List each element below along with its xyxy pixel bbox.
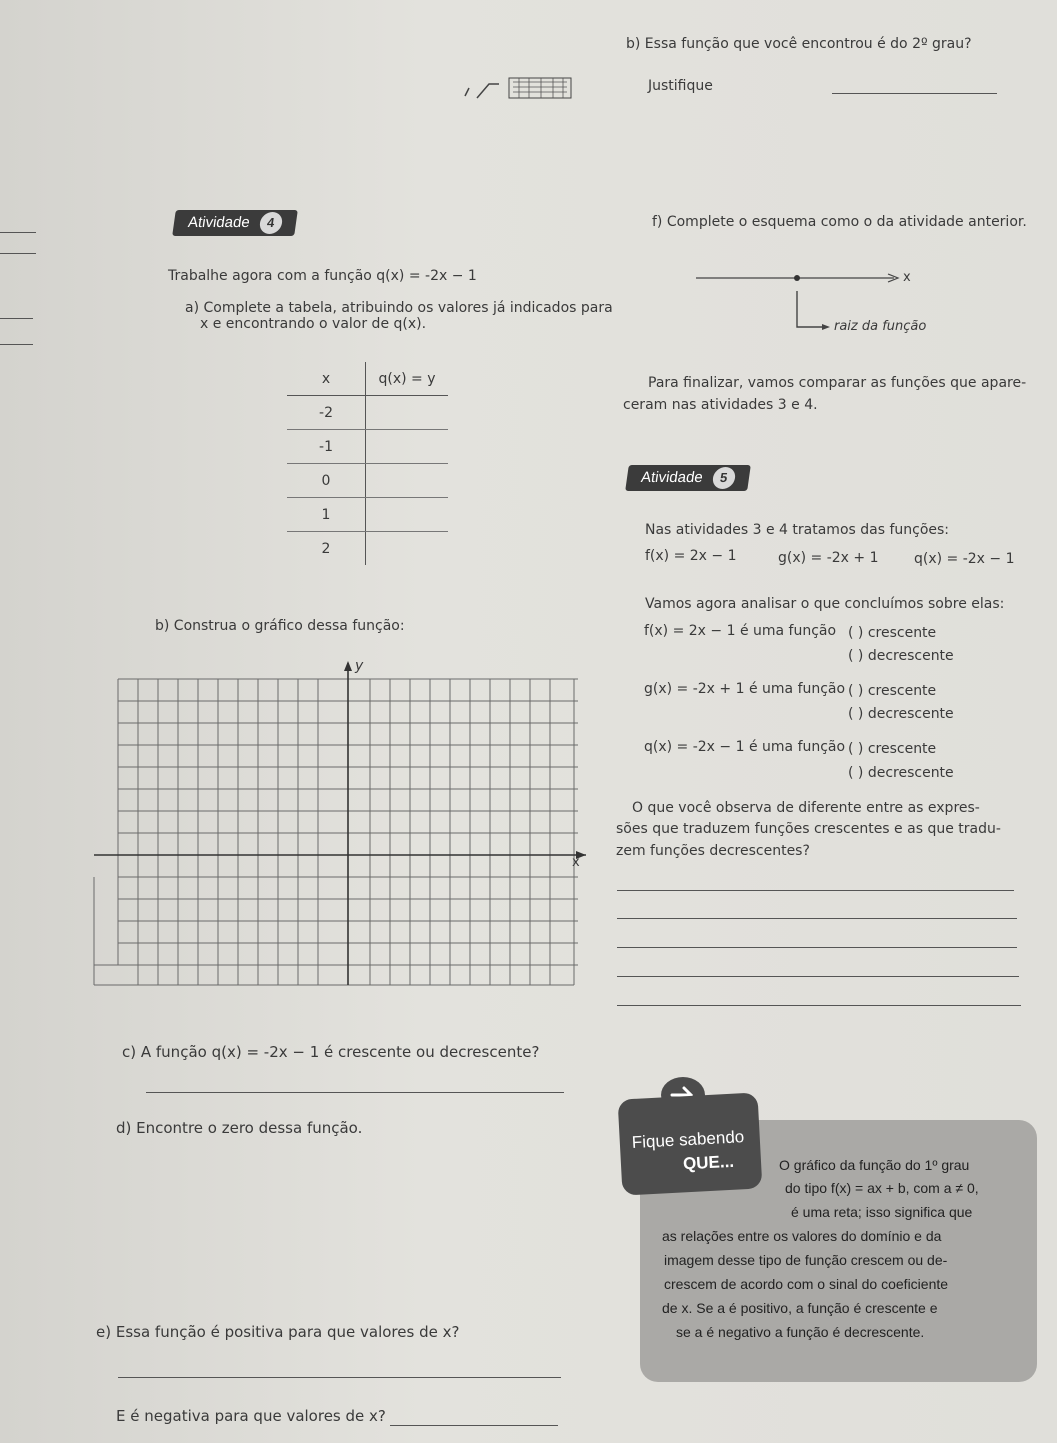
compare-line1: Para finalizar, vamos comparar as funções que apare-: [648, 375, 1027, 391]
table-cell-y[interactable]: [366, 396, 449, 430]
table-header-row: [287, 362, 448, 396]
table-cell-x: -1: [287, 430, 366, 464]
table-cell-x: 2: [287, 532, 366, 566]
fique-line: se a é negativo a função é decrescente.: [676, 1324, 925, 1340]
graph-x-label: x: [572, 855, 580, 870]
values-table: [287, 362, 448, 565]
activity-4-label: Atividade: [186, 214, 251, 231]
table-cell-y[interactable]: [366, 464, 449, 498]
difference-answer-line[interactable]: [617, 890, 1014, 891]
difference-answer-line[interactable]: [617, 976, 1019, 977]
fique-title-1: Fique sabendo: [631, 1127, 745, 1153]
justify-label: Justifique: [648, 78, 713, 94]
item-a-line2: x e encontrando o valor de q(x).: [200, 316, 427, 332]
q-option-crescente[interactable]: ( ) crescente: [848, 741, 937, 757]
q-option-decrescente[interactable]: ( ) decrescente: [848, 765, 954, 781]
table-row: [287, 532, 448, 566]
margin-mark: [0, 318, 33, 319]
question-2nd-degree: b) Essa função que você encontrou é do 2º grau?: [626, 36, 972, 52]
margin-mark: [0, 232, 36, 233]
f-option-crescente[interactable]: ( ) crescente: [848, 625, 937, 641]
compare-line2: ceram nas atividades 3 e 4.: [623, 397, 818, 413]
table-cell-y[interactable]: [366, 430, 449, 464]
answer-line[interactable]: [832, 93, 997, 94]
activity-5-number: 5: [711, 467, 736, 489]
table-cell-y[interactable]: [366, 498, 449, 532]
f-statement: f(x) = 2x − 1 é uma função: [644, 623, 837, 639]
scribble-mark: [463, 76, 573, 100]
item-e-negative-question: E é negativa para que valores de x?: [116, 1407, 386, 1425]
activity-4-number: 4: [258, 212, 283, 234]
activity-5-badge: [625, 465, 750, 491]
root-label: raiz da função: [834, 319, 927, 334]
fique-line: do tipo f(x) = ax + b, com a ≠ 0,: [785, 1180, 979, 1196]
table-cell-y[interactable]: [366, 532, 449, 566]
item-f-text: f) Complete o esquema como o da atividade anterior.: [652, 214, 1027, 230]
item-c-question: c) A função q(x) = -2x − 1 é crescente ou decrescente?: [122, 1043, 540, 1061]
table-header-y: q(x) = y: [366, 362, 449, 396]
graph-grid[interactable]: [90, 655, 590, 1000]
g-option-decrescente[interactable]: ( ) decrescente: [848, 706, 954, 722]
table-row: [287, 464, 448, 498]
g-statement: g(x) = -2x + 1 é uma função: [644, 681, 846, 697]
function-q: q(x) = -2x − 1: [914, 551, 1015, 567]
table-row: [287, 498, 448, 532]
item-e-negative-answer-line[interactable]: [390, 1425, 558, 1426]
graph-y-label: y: [355, 658, 364, 674]
activity-4-intro: Trabalhe agora com a função q(x) = -2x − 1: [168, 268, 477, 284]
fique-line: crescem de acordo com o sinal do coeficiente: [664, 1276, 949, 1292]
item-d-question: d) Encontre o zero dessa função.: [116, 1119, 363, 1137]
table-row: [287, 430, 448, 464]
table-cell-x: -2: [287, 396, 366, 430]
item-e-question: e) Essa função é positiva para que valores de x?: [96, 1323, 460, 1341]
g-option-crescente[interactable]: ( ) crescente: [848, 683, 937, 699]
activity-4-badge: [172, 210, 297, 236]
activity-5-intro: Nas atividades 3 e 4 tratamos das funções:: [645, 522, 950, 538]
function-g: g(x) = -2x + 1: [778, 550, 879, 566]
fique-line: é uma reta; isso significa que: [791, 1204, 973, 1220]
difference-answer-line[interactable]: [617, 918, 1017, 919]
fique-line: as relações entre os valores do domínio e da: [662, 1228, 942, 1244]
f-option-decrescente[interactable]: ( ) decrescente: [848, 648, 954, 664]
margin-mark: [0, 253, 36, 254]
scheme-axis-label: x: [903, 270, 911, 285]
difference-question-line2: sões que traduzem funções crescentes e as que tradu-: [616, 821, 1001, 837]
fique-line: imagem desse tipo de função crescem ou de-: [664, 1252, 948, 1268]
table-cell-x: 0: [287, 464, 366, 498]
item-b-label: b) Construa o gráfico dessa função:: [155, 618, 405, 634]
function-f: f(x) = 2x − 1: [645, 548, 737, 564]
table-cell-x: 1: [287, 498, 366, 532]
difference-answer-line[interactable]: [617, 1005, 1021, 1006]
item-e-answer-line[interactable]: [118, 1377, 561, 1378]
fique-line: de x. Se a é positivo, a função é crescente e: [662, 1300, 938, 1316]
table-row: [287, 396, 448, 430]
table-header-x: x: [287, 362, 366, 396]
activity-5-label: Atividade: [639, 469, 704, 486]
difference-question-line3: zem funções decrescentes?: [616, 843, 810, 859]
q-statement: q(x) = -2x − 1 é uma função: [644, 739, 846, 755]
analyze-text: Vamos agora analisar o que concluímos sobre elas:: [645, 596, 1005, 612]
difference-question-line1: O que você observa de diferente entre as expres-: [632, 800, 980, 816]
fique-title-2: QUE...: [682, 1151, 735, 1174]
fique-line: O gráfico da função do 1º grau: [779, 1157, 970, 1173]
item-a-line1: a) Complete a tabela, atribuindo os valores já indicados para: [185, 300, 613, 316]
fique-sabendo-tag: [618, 1092, 763, 1195]
item-c-answer-line[interactable]: [146, 1092, 564, 1093]
margin-mark: [0, 344, 33, 345]
difference-answer-line[interactable]: [617, 947, 1017, 948]
